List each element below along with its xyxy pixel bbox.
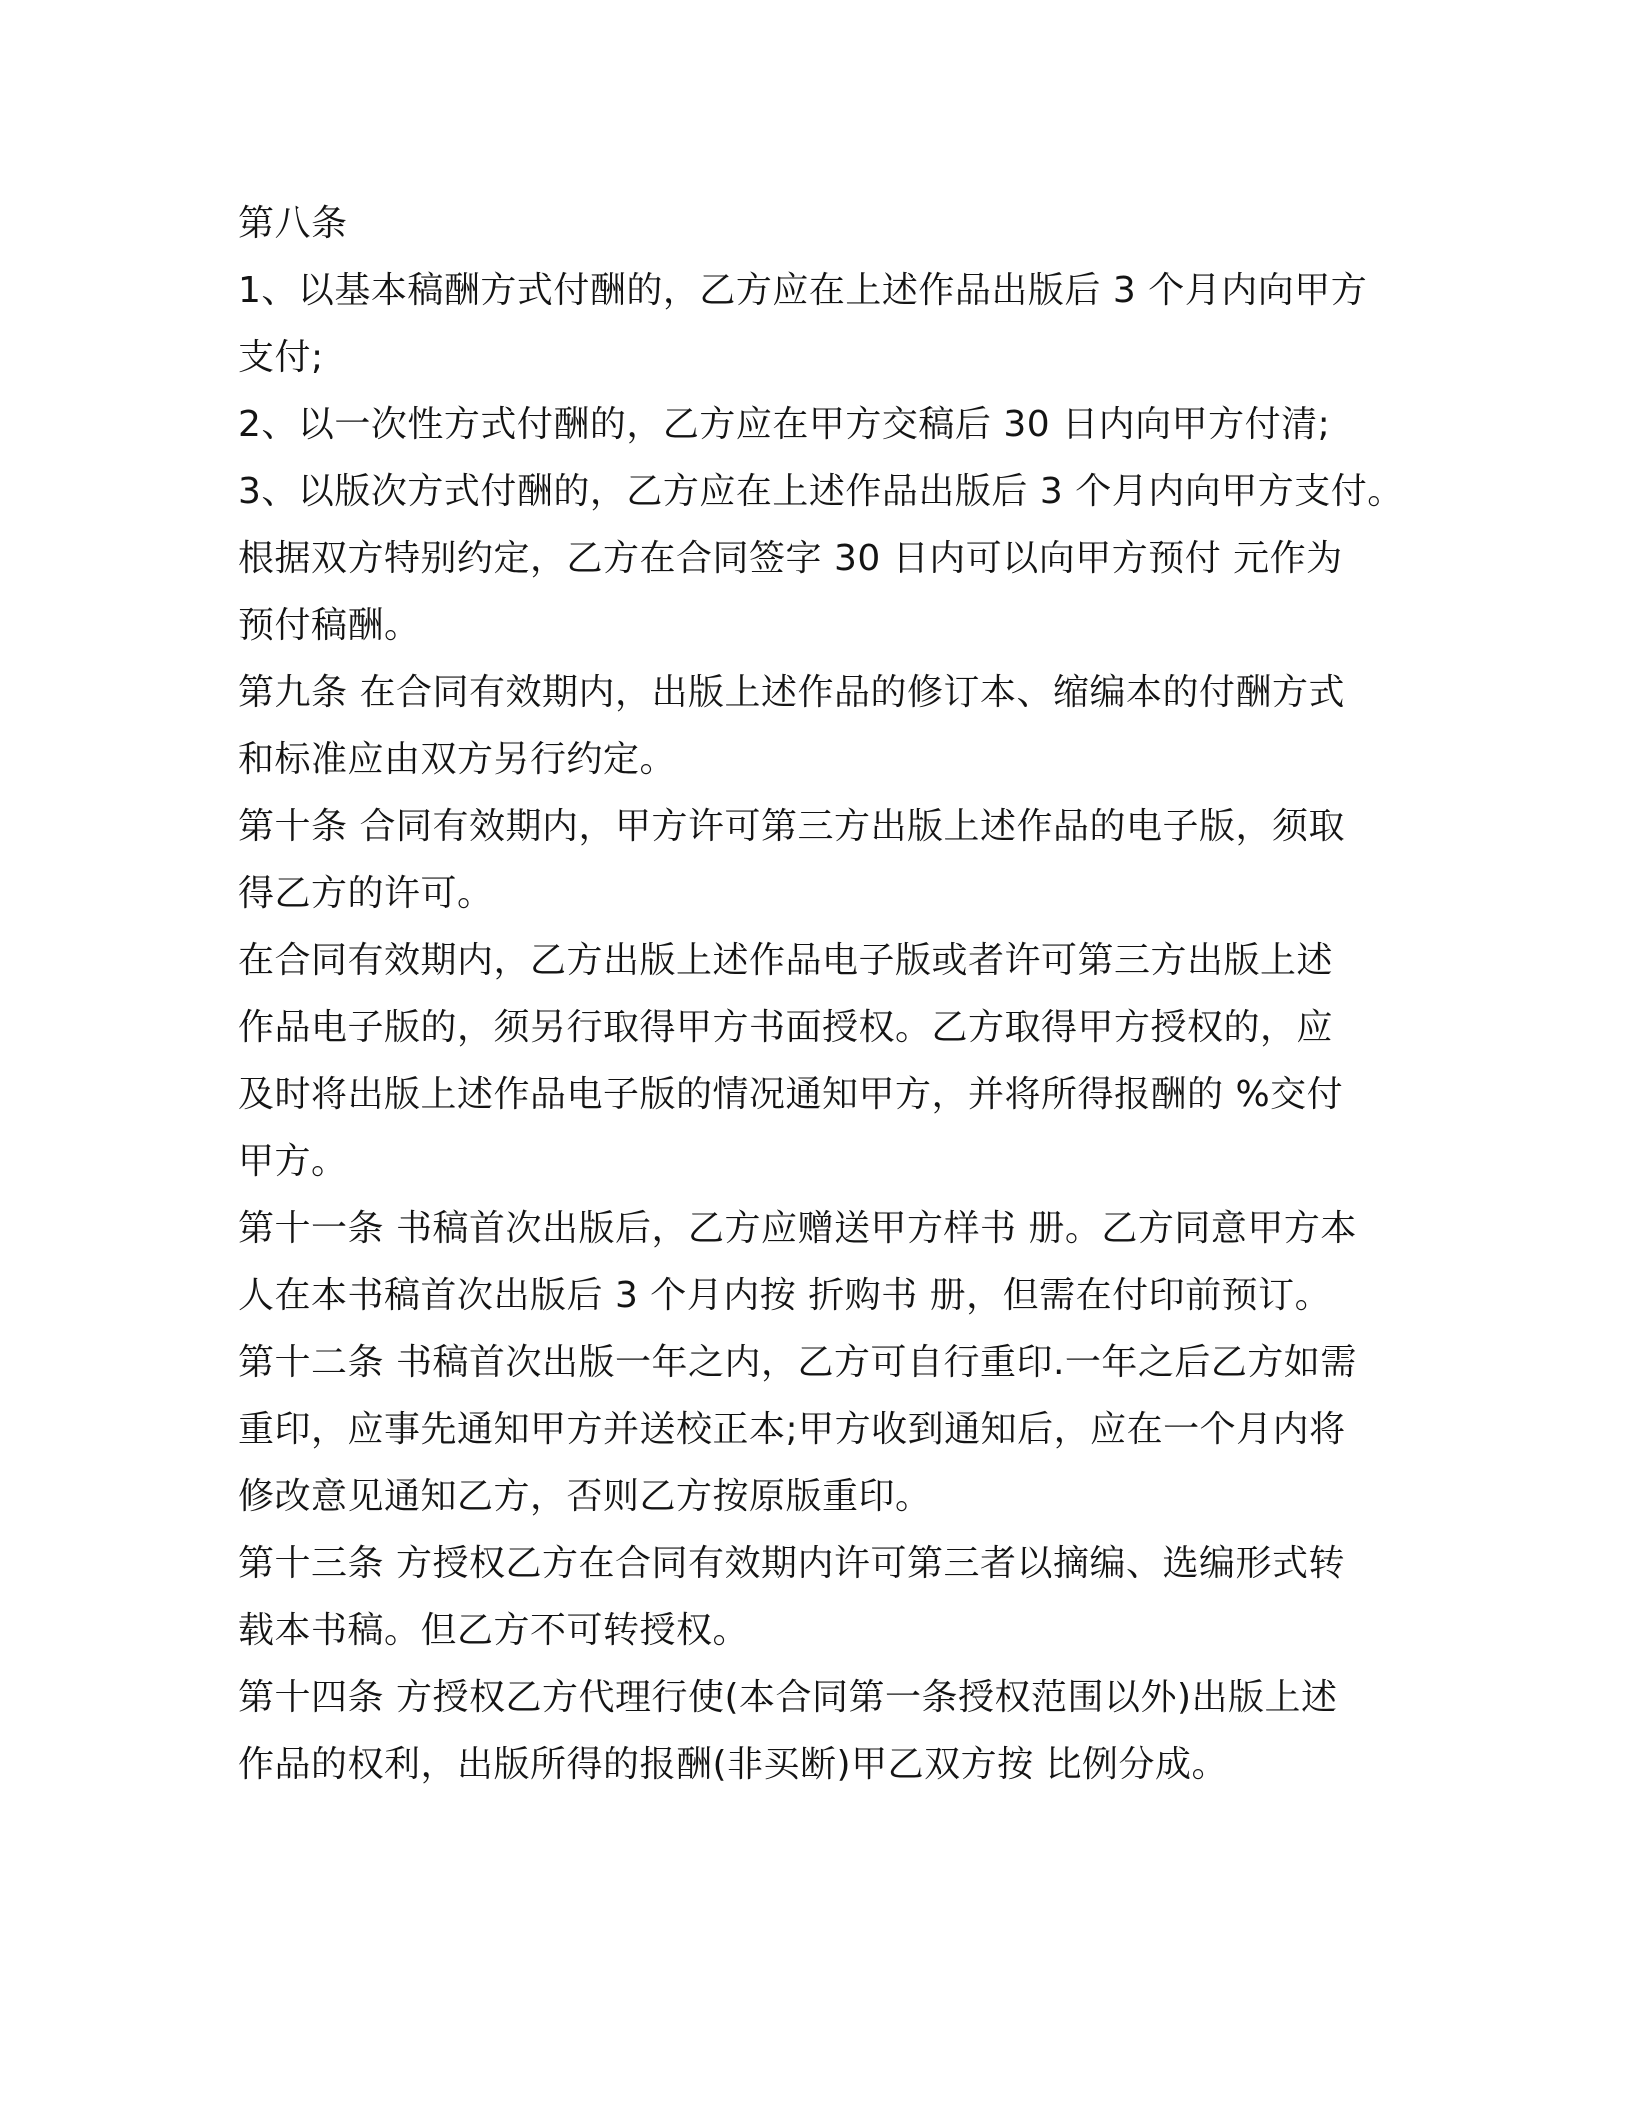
electronic-edition-clause-line-3: 及时将出版上述作品电子版的情况通知甲方，并将所得报酬的 %交付 bbox=[238, 1074, 1344, 1115]
article-9-line-2: 和标准应由双方另行约定。 bbox=[238, 739, 677, 780]
article-13-line-1: 第十三条 方授权乙方在合同有效期内许可第三者以摘编、选编形式转 bbox=[238, 1543, 1345, 1584]
article-8-item-1-line-1: 1、以基本稿酬方式付酬的，乙方应在上述作品出版后 3 个月内向甲方 bbox=[238, 270, 1368, 311]
article-8-item-1-line-2: 支付; bbox=[238, 337, 324, 378]
electronic-edition-clause-line-4: 甲方。 bbox=[238, 1141, 348, 1182]
prepayment-clause-line-2: 预付稿酬。 bbox=[238, 605, 421, 646]
article-10-line-1: 第十条 合同有效期内，甲方许可第三方出版上述作品的电子版，须取 bbox=[238, 806, 1345, 847]
article-11-line-2: 人在本书稿首次出版后 3 个月内按 折购书 册，但需在付印前预订。 bbox=[238, 1275, 1332, 1316]
article-10-line-2: 得乙方的许可。 bbox=[238, 873, 494, 914]
article-11-line-1: 第十一条 书稿首次出版后，乙方应赠送甲方样书 册。乙方同意甲方本 bbox=[238, 1208, 1357, 1249]
article-14-line-2: 作品的权利，出版所得的报酬(非买断)甲乙双方按 比例分成。 bbox=[238, 1744, 1229, 1785]
article-14-line-1: 第十四条 方授权乙方代理行使(本合同第一条授权范围以外)出版上述 bbox=[238, 1677, 1338, 1718]
article-8-item-2: 2、以一次性方式付酬的，乙方应在甲方交稿后 30 日内向甲方付清; bbox=[238, 404, 1331, 445]
article-9-line-1: 第九条 在合同有效期内，出版上述作品的修订本、缩编本的付酬方式 bbox=[238, 672, 1345, 713]
electronic-edition-clause-line-1: 在合同有效期内，乙方出版上述作品电子版或者许可第三方出版上述 bbox=[238, 940, 1334, 981]
article-8-heading: 第八条 bbox=[238, 203, 348, 244]
contract-body bbox=[238, 190, 1418, 1798]
article-13-line-2: 载本书稿。但乙方不可转授权。 bbox=[238, 1610, 750, 1651]
article-12-line-3: 修改意见通知乙方，否则乙方按原版重印。 bbox=[238, 1476, 932, 1517]
electronic-edition-clause-line-2: 作品电子版的，须另行取得甲方书面授权。乙方取得甲方授权的，应 bbox=[238, 1007, 1334, 1048]
prepayment-clause-line-1: 根据双方特别约定，乙方在合同签字 30 日内可以向甲方预付 元作为 bbox=[238, 538, 1343, 579]
article-12-line-2: 重印，应事先通知甲方并送校正本;甲方收到通知后，应在一个月内将 bbox=[238, 1409, 1346, 1450]
article-12-line-1: 第十二条 书稿首次出版一年之内，乙方可自行重印.一年之后乙方如需 bbox=[238, 1342, 1357, 1383]
article-8-item-3: 3、以版次方式付酬的，乙方应在上述作品出版后 3 个月内向甲方支付。 bbox=[238, 471, 1404, 512]
